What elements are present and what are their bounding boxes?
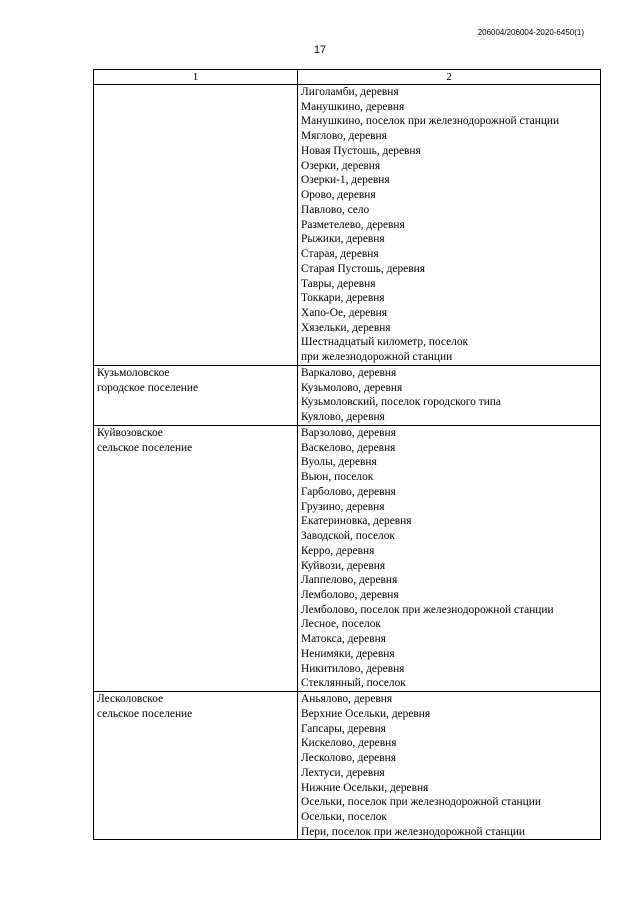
settlement-line: Аньялово, деревня (301, 693, 393, 706)
table-header-row (94, 70, 601, 85)
settlements-cell (298, 85, 601, 366)
settlement-line: Васкелово, деревня (301, 441, 396, 454)
settlement-line: Кискелово, деревня (301, 737, 397, 750)
settlement-line: Манушкино, поселок при железнодорожной станции (301, 115, 560, 128)
table-row (94, 425, 601, 691)
settlement-line: Никитилово, деревня (301, 662, 405, 675)
settlement-line: Хапо-Ое, деревня (301, 307, 388, 320)
settlement-line: Лемболово, деревня (301, 588, 399, 601)
settlement-line: Матокса, деревня (301, 633, 386, 646)
settlement-line: Куялово, деревня (301, 411, 385, 424)
settlement-line: Лесколово, деревня (301, 752, 396, 765)
settlement-line: Осельки, поселок (301, 810, 387, 823)
settlement-line: Старая, деревня (301, 248, 379, 261)
settlement-line: Лаппелово, деревня (301, 574, 398, 587)
table-row (94, 692, 601, 840)
settlement-line: Стеклянный, поселок (301, 677, 406, 690)
document-id: 206004/206004-2020-6450(1) (477, 28, 584, 37)
settlement-line: Куйвози, деревня (301, 559, 386, 572)
settlement-line: Вьюн, поселок (301, 471, 374, 484)
column-header-1: 1 (94, 70, 298, 85)
settlement-line: Заводской, поселок (301, 530, 395, 543)
settlements-table (93, 69, 601, 840)
settlement-line: Лехтуси, деревня (301, 766, 385, 779)
settlement-line: Лесное, поселок (301, 618, 381, 631)
table-row (94, 85, 601, 366)
settlement-line: Варкалово, деревня (301, 366, 397, 379)
district-name-line: Куйвозовское (97, 426, 163, 439)
settlement-line: Ненимяки, деревня (301, 647, 395, 660)
settlement-line: Грузино, деревня (301, 500, 385, 513)
settlement-line: Рыжики, деревня (301, 233, 385, 246)
settlement-line: Мяглово, деревня (301, 130, 387, 143)
district-cell (94, 365, 298, 425)
settlement-line: Новая Пустошь, деревня (301, 144, 421, 157)
column-header-2: 2 (298, 70, 601, 85)
settlement-line: Лемболово, поселок при железнодорожной станции (301, 603, 554, 616)
settlements-cell (298, 365, 601, 425)
district-name-line: Лесколовское (97, 693, 164, 706)
page-number: 17 (313, 44, 327, 56)
table-row (94, 365, 601, 425)
settlement-line: Манушкино, деревня (301, 100, 405, 113)
settlement-line: Варзолово, деревня (301, 426, 396, 439)
settlement-line: Шестнадцатый километр, поселок (301, 336, 469, 349)
settlement-line: Пери, поселок при железнодорожной станции (301, 825, 526, 838)
settlements-cell (298, 692, 601, 840)
district-name-line: городское поселение (97, 381, 199, 394)
settlement-line: Верхние Осельки, деревня (301, 707, 431, 720)
table-body (94, 85, 601, 840)
district-cell (94, 692, 298, 840)
settlement-line: Гапсары, деревня (301, 722, 386, 735)
district-name-line: Кузьмоловское (97, 366, 170, 379)
settlement-line: Разметелево, деревня (301, 218, 405, 231)
settlement-line: Озерки-1, деревня (301, 174, 390, 187)
district-cell (94, 85, 298, 366)
settlement-line: Екатериновка, деревня (301, 515, 412, 528)
settlement-line: Керро, деревня (301, 544, 375, 557)
settlement-line: Кузьмолово, деревня (301, 381, 403, 394)
settlement-line: Павлово, село (301, 203, 370, 216)
settlement-line: Старая Пустошь, деревня (301, 262, 425, 275)
district-cell (94, 425, 298, 691)
settlement-line: Токкари, деревня (301, 292, 385, 305)
settlements-cell (298, 425, 601, 691)
settlement-line: Нижние Осельки, деревня (301, 781, 429, 794)
district-name-line: сельское поселение (97, 707, 193, 720)
district-name-line: сельское поселение (97, 441, 193, 454)
settlement-line: Тавры, деревня (301, 277, 376, 290)
settlement-line: Хязельки, деревня (301, 321, 391, 334)
settlement-line: Кузьмоловский, поселок городского типа (301, 396, 501, 409)
settlement-line: Орово, деревня (301, 189, 376, 202)
settlement-line: Гарболово, деревня (301, 485, 396, 498)
settlement-line: при железнодорожной станции (301, 351, 453, 364)
settlement-line: Осельки, поселок при железнодорожной станции (301, 796, 541, 809)
settlement-line: Озерки, деревня (301, 159, 381, 172)
settlement-line: Лиголамби, деревня (301, 86, 399, 98)
settlement-line: Вуолы, деревня (301, 456, 377, 469)
